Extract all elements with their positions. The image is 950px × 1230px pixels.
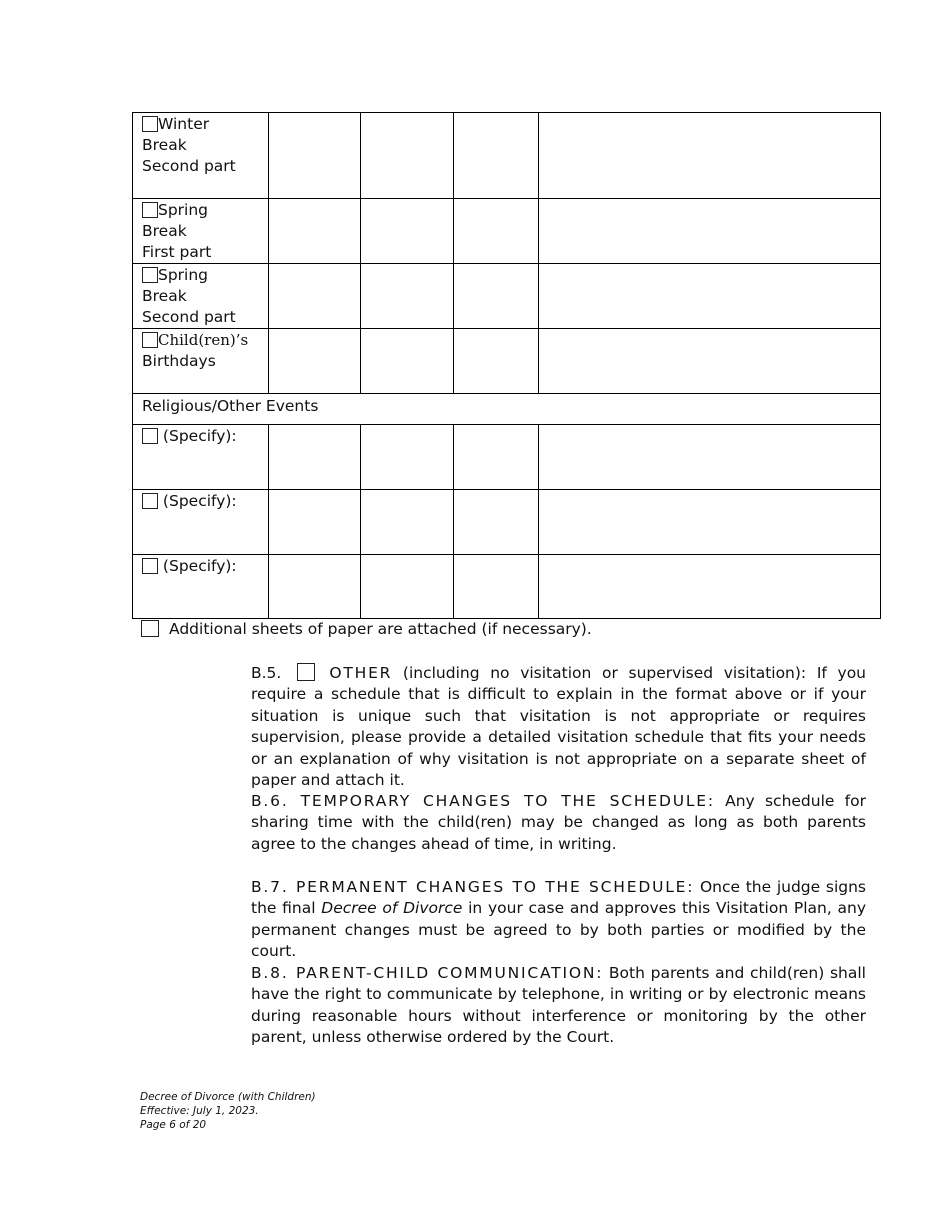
table-row: (Specify): <box>133 425 881 490</box>
birthdays-checkbox[interactable] <box>142 332 158 348</box>
table-cell[interactable] <box>539 329 881 394</box>
additional-sheets-checkbox[interactable] <box>141 620 159 637</box>
table-cell[interactable] <box>361 555 454 619</box>
table-cell[interactable] <box>539 264 881 329</box>
table-cell[interactable] <box>269 199 361 264</box>
footer-title: Decree of Divorce (with Children) <box>140 1091 316 1103</box>
table-cell[interactable] <box>454 425 539 490</box>
footer-page-number: Page 6 of 20 <box>140 1119 207 1131</box>
other-checkbox[interactable] <box>297 663 315 681</box>
winter-break-second-checkbox[interactable] <box>142 116 158 132</box>
page-footer <box>140 1090 316 1132</box>
table-cell[interactable] <box>539 113 881 199</box>
table-cell[interactable] <box>539 425 881 490</box>
spring-break-second-checkbox[interactable] <box>142 267 158 283</box>
table-cell[interactable] <box>269 490 361 555</box>
specify-checkbox[interactable] <box>142 493 158 509</box>
table-cell[interactable] <box>269 264 361 329</box>
table-cell[interactable] <box>361 113 454 199</box>
table-cell[interactable] <box>361 425 454 490</box>
table-cell[interactable] <box>454 329 539 394</box>
table-cell[interactable] <box>539 555 881 619</box>
table-row: (Specify): <box>133 490 881 555</box>
table-row: Child(ren)’s Birthdays <box>133 329 881 394</box>
table-cell[interactable] <box>361 490 454 555</box>
table-row: Spring Break Second part <box>133 264 881 329</box>
table-cell[interactable] <box>454 555 539 619</box>
table-cell[interactable] <box>454 199 539 264</box>
table-row: Winter Break Second part <box>133 113 881 199</box>
section-b8: B.8. PARENT-CHILD COMMUNICATION: Both parents and child(ren) shall have the right to communicate by telephone, in writing or by electronic means during reasonable hours without interference or monitoring by the other parent, unless otherwise ordered by the Court. <box>251 964 866 1047</box>
table-cell[interactable] <box>539 490 881 555</box>
table-cell[interactable] <box>269 329 361 394</box>
table-row: (Specify): <box>133 555 881 619</box>
table-cell[interactable] <box>269 425 361 490</box>
table-cell[interactable] <box>361 199 454 264</box>
table-cell[interactable] <box>269 113 361 199</box>
specify-checkbox[interactable] <box>142 558 158 574</box>
section-b7: B.7. PERMANENT CHANGES TO THE SCHEDULE: Once the judge signs the final Decree of Divorce in your case and approves this Visitation Plan, any permanent changes must be agreed to by both parties or modified by the court. <box>251 878 866 961</box>
table-cell[interactable] <box>539 199 881 264</box>
additional-sheets-line: Additional sheets of paper are attached (if necessary). <box>141 620 592 638</box>
religious-events-header: Religious/Other Events <box>133 394 881 425</box>
section-b5: B.5. OTHER (including no visitation or supervised visitation): If you require a schedule that is difficult to explain in the format above or if your situation is unique such that visitation is not appropriate or requires supervision, please provide a detailed visitation schedule that fits your needs or an explanation of why visitation is not appropriate on a separate sheet of paper and attach it. <box>251 664 866 790</box>
section-b6: B.6. TEMPORARY CHANGES TO THE SCHEDULE: Any schedule for sharing time with the child(ren) may be changed as long as both parents agree to the changes ahead of time, in writing. <box>251 792 866 853</box>
spring-break-first-checkbox[interactable] <box>142 202 158 218</box>
table-row: Spring Break First part <box>133 199 881 264</box>
section-header-row <box>133 394 881 425</box>
table-cell[interactable] <box>361 264 454 329</box>
footer-effective-date: Effective: July 1, 2023. <box>140 1105 259 1117</box>
holiday-schedule-table <box>132 112 881 619</box>
table-cell[interactable] <box>269 555 361 619</box>
table-cell[interactable] <box>454 264 539 329</box>
table-cell[interactable] <box>454 490 539 555</box>
table-cell[interactable] <box>454 113 539 199</box>
specify-checkbox[interactable] <box>142 428 158 444</box>
table-cell[interactable] <box>361 329 454 394</box>
